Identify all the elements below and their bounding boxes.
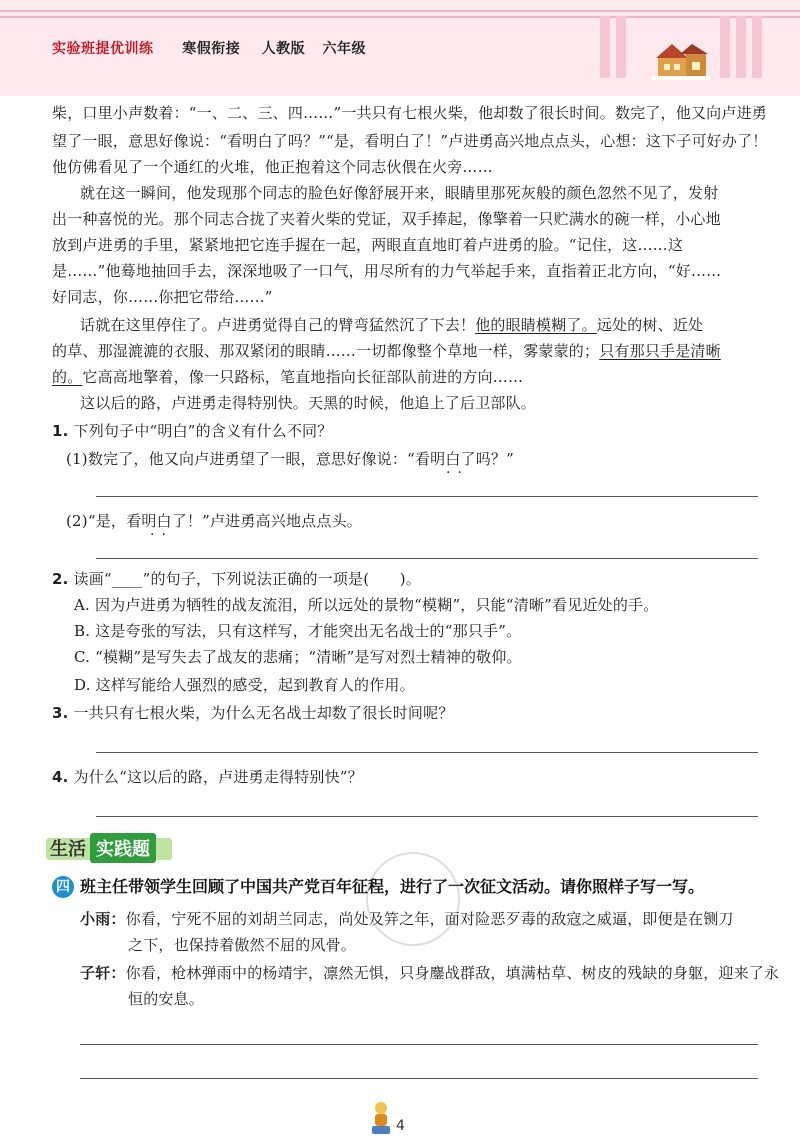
passage-text: 的草、那湿漉漉的衣服、那双紧闭的眼睛……一切都像整个草地一样，雾蒙蒙的； [52,342,600,360]
passage-line: 望了一眼，意思好像说：“看明白了吗？”“是，看明白了！”卢进勇高兴地点点头，心想：这下子可好办了！ [52,132,768,150]
passage-text: 话就在这里停住了。卢进勇觉得自己的臂弯猛然沉了下去！ [80,316,476,334]
answer-line[interactable] [96,752,758,753]
passage-line: 就在这一瞬间，他发现那个同志的脸色好像舒展开来，眼睛里那死灰般的颜色忽然不见了，发射 [80,184,719,202]
question-number: 1. [52,422,69,440]
underlined-sentence: 只有那只手是清晰 [599,342,721,360]
answer-line[interactable] [80,1044,758,1045]
answer-line[interactable] [96,816,758,817]
header-subtitle-3: 六年级 [322,41,366,57]
passage-line: 好同志，你……你把它带给……” [52,288,273,306]
question-text: 为什么“这以后的路，卢进勇走得特别快”？ [73,768,363,786]
emphasis-dots: ·· [446,465,469,481]
option-d: D. 这样写能给人强烈的感受，起到教育人的作用。 [74,676,415,694]
underlined-sentence: 他的眼睛模糊了。 [475,316,597,334]
option-a: A. 因为卢进勇为牺牲的战友流泪，所以远处的景物“模糊”，只能“清晰”看见近处的手。 [74,596,659,614]
question-1-sentence-1: (1)数完了，他又向卢进勇望了一眼，意思好像说：“看明白了吗？” [66,450,514,468]
question-number: 3. [52,704,69,722]
header-subtitle-1: 寒假衔接 [182,41,241,57]
brand-name: 实验班提优训练 [52,41,154,57]
question-2 [52,568,762,590]
header-title [52,38,366,58]
question-1-sentence-2: (2)“是，看明白了！”卢进勇高兴地点点头。 [66,512,362,530]
question-1 [52,420,762,442]
question-4 [52,766,762,788]
passage-text: 远处的树、近处 [596,316,704,334]
header-decoration-bar [752,16,762,78]
header-decoration-bar [600,16,610,78]
header-decoration-bar [720,16,730,78]
header-decoration-bar [736,16,746,78]
example-zixuan-cont: 恒的安息。 [128,990,205,1008]
speaker-name: 小雨： [80,910,126,928]
question-number: 4. [52,768,69,786]
passage-line: 出一种喜悦的光。那个同志合拢了夹着火柴的党证，双手捧起，像擎着一只贮满水的碗一样，小心地 [52,210,721,228]
answer-line[interactable] [96,558,758,559]
question-3 [52,702,762,724]
emphasis-dots: ·· [150,527,173,543]
example-text: 你看，枪林弹雨中的杨靖宇，凛然无惧，只身鏖战群敌，填满枯草、树皮的残缺的身躯，迎来了永 [125,964,780,982]
passage-line: 这以后的路，卢进勇走得特别快。天黑的时候，他追上了后卫部队。 [80,394,537,412]
example-text: 你看，宁死不屈的刘胡兰同志，尚处及笄之年，面对险恶歹毒的敌寇之威逼，即便是在铡刀 [125,910,734,928]
passage-line: 是……”他蓦地抽回手去，深深地吸了一口气，用尽所有的力气举起手来，直指着正北方向，“好…… [52,262,722,280]
example-zixuan [80,962,790,984]
question-text: 一共只有七根火柴，为什么无名战士却数了很长时间呢？ [73,704,454,722]
answer-line[interactable] [80,1078,758,1079]
page-number: 4 [396,1118,405,1134]
task-instruction: 班主任带领学生回顾了中国共产党百年征程，进行了一次征文活动。请你照样子写一写。 [80,877,705,896]
mascot-icon [366,1100,396,1136]
passage-text: 它高高地擎着，像一只路标，笔直地指向长征部队前进的方向…… [82,368,524,386]
question-text: 下列句子中“明白”的含义有什么不同？ [73,422,333,440]
section-title-part2: 实践题 [90,833,156,863]
task-number-badge: 四 [52,876,74,898]
passage-line: 柴，口里小声数着：“一、二、三、四……”一共只有七根火柴，他却数了很长时间。数完了，他又向卢进勇 [52,104,767,122]
header-subtitle-2: 人教版 [261,41,306,57]
option-c: C. “模糊”是写失去了战友的悲痛；“清晰”是写对烈士精神的敬仰。 [74,648,522,666]
question-text: 读画“____”的句子，下列说法正确的一项是( )。 [73,570,421,588]
passage-line [52,366,762,388]
header-decoration-bar [616,16,626,78]
question-number: 2. [52,570,69,588]
speaker-name: 子轩： [80,964,126,982]
section-banner [46,834,156,862]
underlined-sentence: 的。 [52,368,83,386]
section-title-part1: 生活 [50,839,86,860]
answer-line[interactable] [96,496,758,497]
passage-line [80,314,790,336]
option-b: B. 这是夸张的写法，只有这样写，才能突出无名战士的“那只手”。 [74,622,522,640]
example-xiaoyu [80,908,790,930]
passage-line: 他仿佛看见了一个通红的火堆，他正抱着这个同志伙偎在火旁…… [52,158,493,176]
header-stripes [0,10,800,18]
example-xiaoyu-cont: 之下，也保持着傲然不屈的风骨。 [128,936,357,954]
passage-line: 放到卢进勇的手里，紧紧地把它连手握在一起，两眼直直地盯着卢进勇的脸。“记住，这……这 [52,236,684,254]
house-icon [652,40,710,80]
passage-line [52,340,762,362]
